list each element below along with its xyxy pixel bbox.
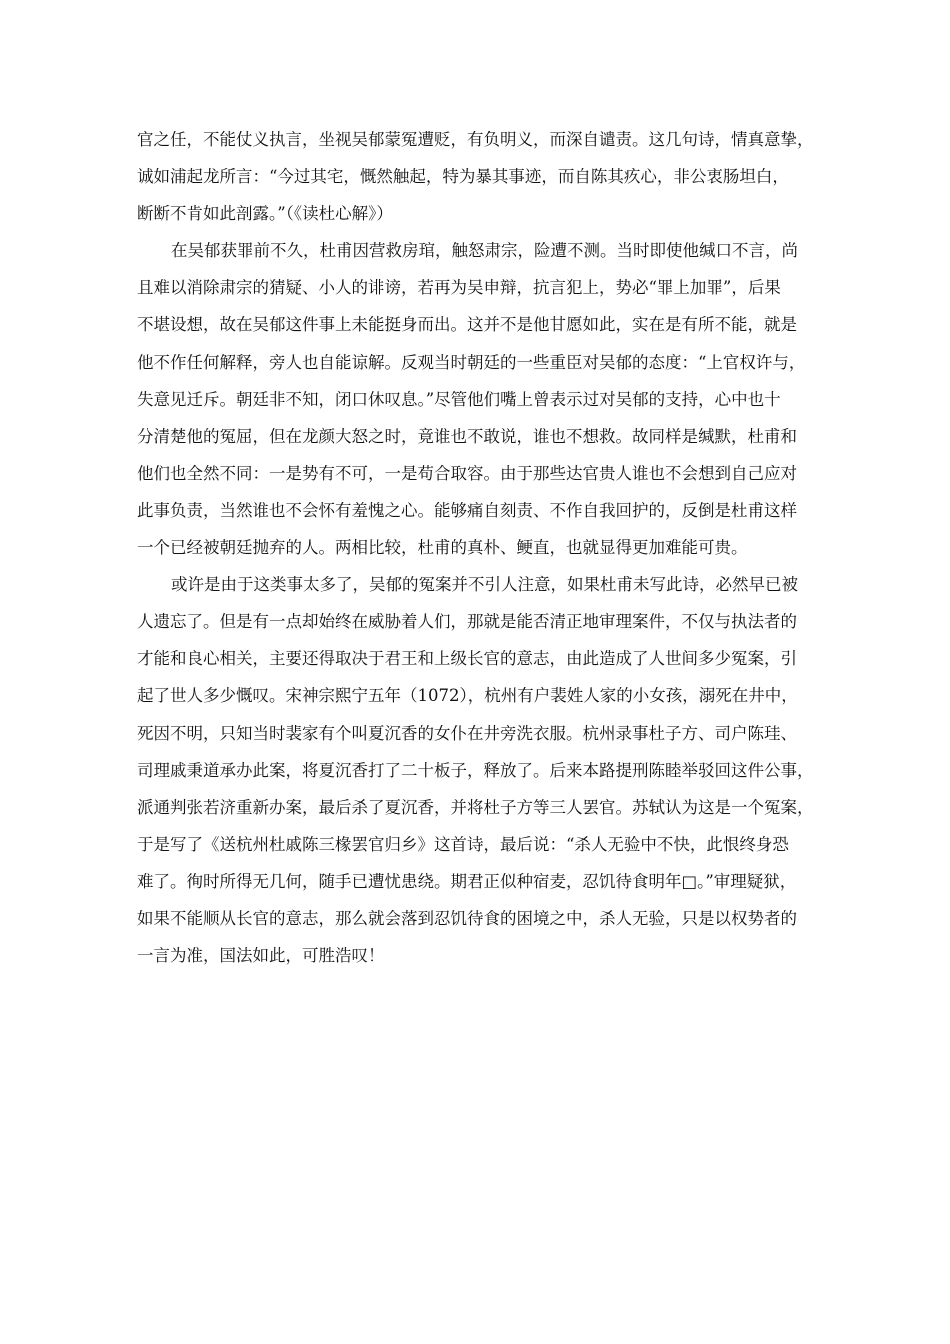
paragraph-3 <box>137 566 817 974</box>
text-line: 起了世人多少慨叹。宋神宗熙宁五年（1072），杭州有户裴姓人家的小女孩，溺死在井中， <box>137 686 798 706</box>
text-line: 失意见迁斥。朝廷非不知，闭口休叹息。”尽管他们嘴上曾表示过对吴郁的支持，心中也十 <box>137 389 781 409</box>
text-line: 他们也全然不同：一是势有不可，一是苟合取容。由于那些达官贵人谁也不会想到自己应对 <box>137 463 797 483</box>
text-line: 且难以消除肃宗的猜疑、小人的诽谤，若再为吴申辩，抗言犯上，势必“罪上加罪”，后果 <box>137 278 781 298</box>
text-line: 人遗忘了。但是有一点却始终在威胁着人们，那就是能否清正地审理案件，不仅与执法者的 <box>137 612 797 632</box>
text-line: 官之任，不能仗义执言，坐视吴郁蒙冤遭贬，有负明义，而深自谴责。这几句诗，情真意挚， <box>137 130 814 149</box>
paragraph-1 <box>137 121 817 232</box>
text-line: 一言为准，国法如此，可胜浩叹！ <box>137 946 385 966</box>
text-line: 才能和良心相关，主要还得取决于君王和上级长官的意志，由此造成了人世间多少冤案，引 <box>137 649 797 669</box>
text-line: 分清楚他的冤屈，但在龙颜大怒之时，竟谁也不敢说，谁也不想救。故同样是缄默，杜甫和 <box>137 426 797 446</box>
text-line: 一个已经被朝廷抛弃的人。两相比较，杜甫的真朴、鲠直，也就显得更加难能可贵。 <box>137 538 748 558</box>
text-line: 派通判张若济重新办案，最后杀了夏沉香，并将杜子方等三人罢官。苏轼认为这是一个冤案， <box>137 797 814 817</box>
text-line: 诚如浦起龙所言：“今过其宅，慨然触起，特为暴其事迹，而自陈其疚心，非公衷肠坦白， <box>137 167 789 187</box>
text-line: 难了。徇时所得无几何，随手已遭忧患绕。期君正似种宿麦，忍饥待食明年□。”审理疑狱， <box>137 871 797 891</box>
text-line: 他不作任何解释，旁人也自能谅解。反观当时朝廷的一些重臣对吴郁的态度：“上官权许与， <box>137 352 806 372</box>
text-line: 不堪设想，故在吴郁这件事上未能挺身而出。这并不是他甘愿如此，实在是有所不能，就是 <box>137 315 797 335</box>
text-line: 此事负责，当然谁也不会怀有羞愧之心。能够痛自刻责、不作自我回护的，反倒是杜甫这样 <box>137 500 797 520</box>
document-body <box>137 121 817 974</box>
text-line: 断断不肯如此剖露。”（《读杜心解》） <box>137 204 393 224</box>
text-line: 于是写了《送杭州杜戚陈三椽罢官归乡》这首诗，最后说：“杀人无验中不快，此恨终身恐 <box>137 834 789 854</box>
text-line: 司理戚秉道承办此案，将夏沉香打了二十板子，释放了。后来本路提刑陈睦举驳回这件公事， <box>137 760 814 780</box>
text-line: 或许是由于这类事太多了，吴郁的冤案并不引人注意，如果杜甫未写此诗，必然早已被 <box>171 575 798 595</box>
text-line: 死因不明，只知当时裴家有个叫夏沉香的女仆在井旁洗衣服。杭州录事杜子方、司户陈珪、 <box>137 723 797 743</box>
text-line: 如果不能顺从长官的意志，那么就会落到忍饥待食的困境之中，杀人无验，只是以权势者的 <box>137 908 797 928</box>
paragraph-2 <box>137 232 817 566</box>
text-line: 在吴郁获罪前不久，杜甫因营救房琯，触怒肃宗，险遭不测。当时即使他缄口不言，尚 <box>171 241 798 261</box>
